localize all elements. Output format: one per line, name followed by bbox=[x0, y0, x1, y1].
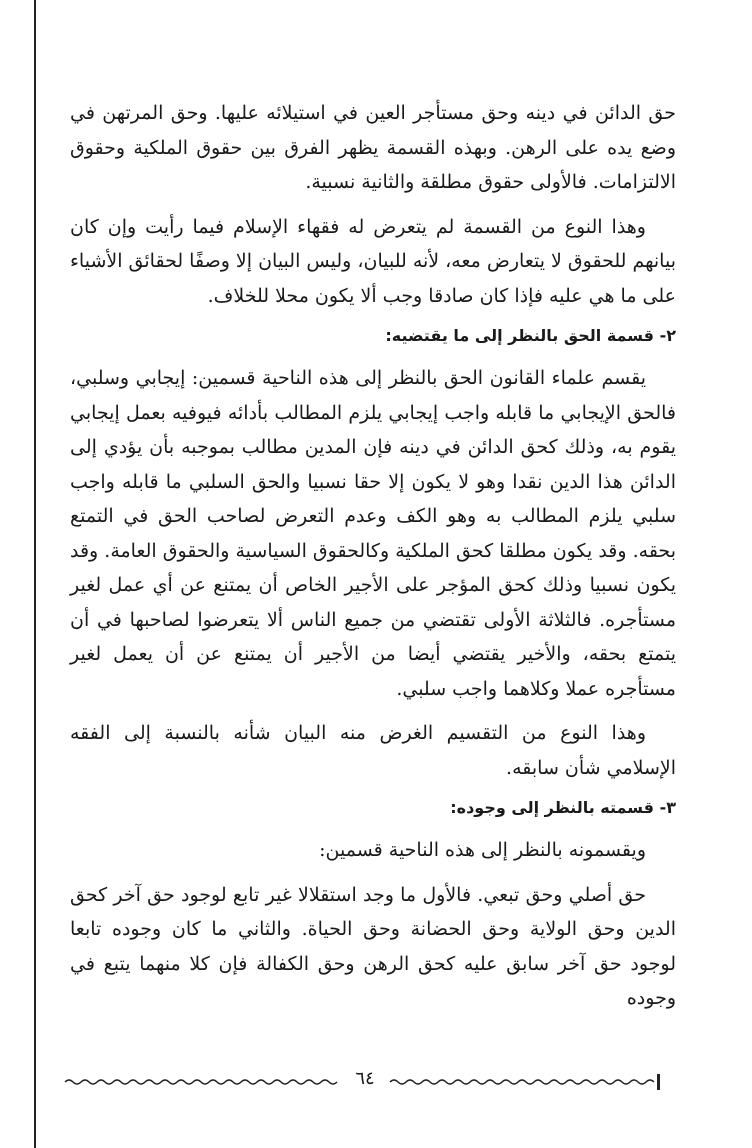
paragraph: ويقسمونه بالنظر إلى هذه الناحية قسمين: bbox=[319, 839, 646, 861]
paragraph: يقسم علماء القانون الحق بالنظر إلى هذه الناحية قسمين: إيجابي وسلبي، فالحق الإيجابي ما قابله واجب إيجابي يلزم المطالب بأدائه فيوفيه بعمل إيجابي يقوم به، وذلك كحق الدائن في دينه فإن المدين مطالب بموجبه بأن يؤدي إلى الدائن هذا الدين نقدا وهو لا يكون إلا حقا نسبيا والحق السلبي ما قابله واجب سلبي يلزم المطالب به وهو الكف وعدم التعرض لصاحب الحق في التمتع بحقه. وقد يكون مطلقا كحق الملكية وكالحقوق السياسية والحقوق العامة. وقد يكون نسبيا وذلك كحق المؤجر على الأجير الخاص أن يمتنع عن أي عمل لغير مستأجره. فالثلاثة الأولى تقتضي من جميع الناس ألا يتعرضوا لصاحبها في أن يتمتع بحقه، والأخير يقتضي أيضا من الأجير أن يمتنع عن أن يعمل لغير مستأجره عملا وكلاهما واجب سلبي. bbox=[70, 367, 676, 700]
section-heading: ٢- قسمة الحق بالنظر إلى ما يقتضيه: bbox=[385, 326, 676, 345]
page-edge-line bbox=[34, 0, 36, 1148]
page-number: ٦٤ bbox=[345, 1068, 385, 1089]
paragraph: وهذا النوع من التقسيم الغرض منه البيان شأنه بالنسبة إلى الفقه الإسلامي شأن سابقه. bbox=[70, 722, 676, 779]
page-footer bbox=[60, 1066, 670, 1096]
paragraph: وهذا النوع من القسمة لم يتعرض له فقهاء الإسلام فيما رأيت وإن كان بيانهم للحقوق لا يتعارض معه، لأنه للبيان، وليس البيان إلا وصفًا لحقائق الأشياء على ما هي عليه فإذا كان صادقا وجب ألا يكون محلا للخلاف. bbox=[70, 215, 676, 307]
paragraph: حق الدائن في دينه وحق مستأجر العين في استيلائه عليها. وحق المرتهن في وضع يده على الرهن. وبهذه القسمة يظهر الفرق بين حقوق الملكية وحقوق الالتزامات. فالأولى حقوق مطلقة والثانية نسبية. bbox=[70, 102, 676, 193]
section-heading: ٣- قسمته بالنظر إلى وجوده: bbox=[450, 798, 676, 817]
page-body bbox=[70, 96, 676, 1026]
paragraph: حق أصلي وحق تبعي. فالأول ما وجد استقلالا غير تابع لوجود حق آخر كحق الدين وحق الولاية وحق الحضانة وحق الحياة. والثاني ما كان وجوده تابعا لوجود حق آخر سابق عليه كحق الرهن وحق الكفالة فإن كلا منهما يتبع في وجوده bbox=[70, 883, 676, 1009]
